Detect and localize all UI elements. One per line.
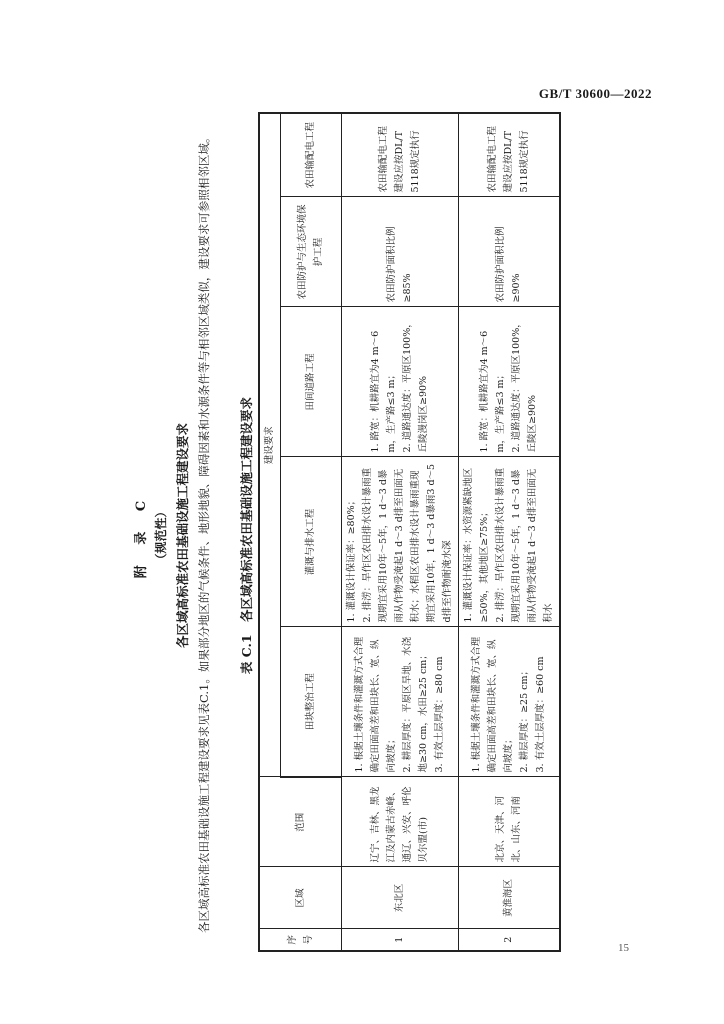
header-land: 田块整治工程 [281,627,342,777]
cell-line: 2. 排涝：旱作区农田排水设计暴雨重现期宜采用10年～5年，1 d～3 d暴雨从作物受淹起1 d～3 d排至田面无积水；水稻区农田排水设计暴雨重现期宜采用10年，1 d～3 d暴雨3 d～5 d排至作物耐淹水深 [362,463,453,623]
header-group: 建设要求 [259,113,281,777]
rotated-content [130,114,610,957]
appendix-heading: 各区域高标准农田基础设施工程建设要求 [175,423,190,649]
table-caption: 表 C.1 各区域高标准农田基础设施工程建设要求 [239,396,254,675]
cell-region: 东北区 [342,867,459,929]
cell-line: 农田输配电工程建设应按DL/T 5118规定执行 [487,125,530,193]
cell-line: 2. 排涝：旱作区农田排水设计暴雨重现期宜采用10年～5年，1 d～3 d暴雨从作物受淹起1 d～3 d排至田面无积水 [495,467,554,623]
cell-region: 黄淮海区 [459,867,561,929]
cell-line: 1. 灌溉设计保证率：水资源紧缺地区≥50%，其他地区≥75%； [463,467,490,623]
cell-no: 2 [459,929,561,951]
table-row [342,113,459,951]
cell-line: 2. 道路通达度：平原区100%，丘陵区≥90% [511,318,538,453]
appendix-normative: （规范性） [154,505,168,566]
standard-code: GB/T 30600—2022 [538,86,652,101]
cell-scope: 辽宁、吉林、黑龙江及内蒙古赤峰、通辽、兴安、呼伦贝尔盟(市) [342,777,459,867]
header-no: 序号 [259,929,342,951]
cell-protection [342,197,459,307]
cell-protection [459,197,561,307]
cell-irrigation [342,457,459,627]
cell-line: 3. 有效土层厚度：≥60 cm [535,656,546,773]
cell-scope: 北京、天津、河北、山东、河南 [459,777,561,867]
cell-power [342,113,459,197]
cell-line: 3. 有效土层厚度：≥80 cm [434,656,445,773]
cell-line: 农田防护面积比例≥85% [386,226,413,303]
cell-power [459,113,561,197]
header-road: 田间道路工程 [281,307,342,457]
page-number: 15 [618,942,629,954]
cell-irrigation [459,457,561,627]
cell-no: 1 [342,929,459,951]
cell-line: 农田输配电工程建设应按DL/T 5118规定执行 [378,125,421,193]
cell-line: 农田防护面积比例≥90% [495,226,522,303]
header-region: 区域 [259,867,342,929]
cell-line: 1. 灌溉设计保证率：≥80%； [346,495,357,623]
cell-line: 2. 耕层厚度：平原区旱地、水浇地≥30 cm，水田≥25 cm； [402,636,429,773]
cell-line: 2. 耕层厚度：≥25 cm； [519,666,530,773]
cell-land [342,627,459,777]
cell-land [459,627,561,777]
cell-road [342,307,459,457]
table-row [459,113,561,951]
header-power: 农田输配电工程 [281,113,342,197]
cell-line: 1. 根据土壤条件和灌溉方式合理确定田面高差和田块长、宽、纵向坡度； [471,636,514,773]
header-scope: 范围 [259,777,342,867]
requirements-table [258,112,561,952]
cell-line: 1. 根据土壤条件和灌溉方式合理确定田面高差和田块长、宽、纵向坡度； [354,636,397,773]
cell-line: 1. 路宽：机耕路宜为4 m～6 m，生产路≤3 m； [370,330,397,453]
appendix-title: 附 录 C [134,492,149,579]
cell-line: 2. 道路通达度：平原区100%，丘陵漫岗区≥90% [402,318,429,453]
header-protection: 农田防护与生态环境保护工程 [281,197,342,307]
cell-line: 1. 路宽：机耕路宜为4 m～6 m，生产路≤3 m； [479,330,506,453]
cell-road [459,307,561,457]
intro-paragraph: 各区域高标准农田基础设施工程建设要求见表C.1。如果部分地区的气候条件、地形地貌、障碍因素和水源条件等与相邻区域类似，建设要求可参照相邻区域。 [197,131,211,933]
header-irrigation: 灌溉与排水工程 [281,457,342,627]
